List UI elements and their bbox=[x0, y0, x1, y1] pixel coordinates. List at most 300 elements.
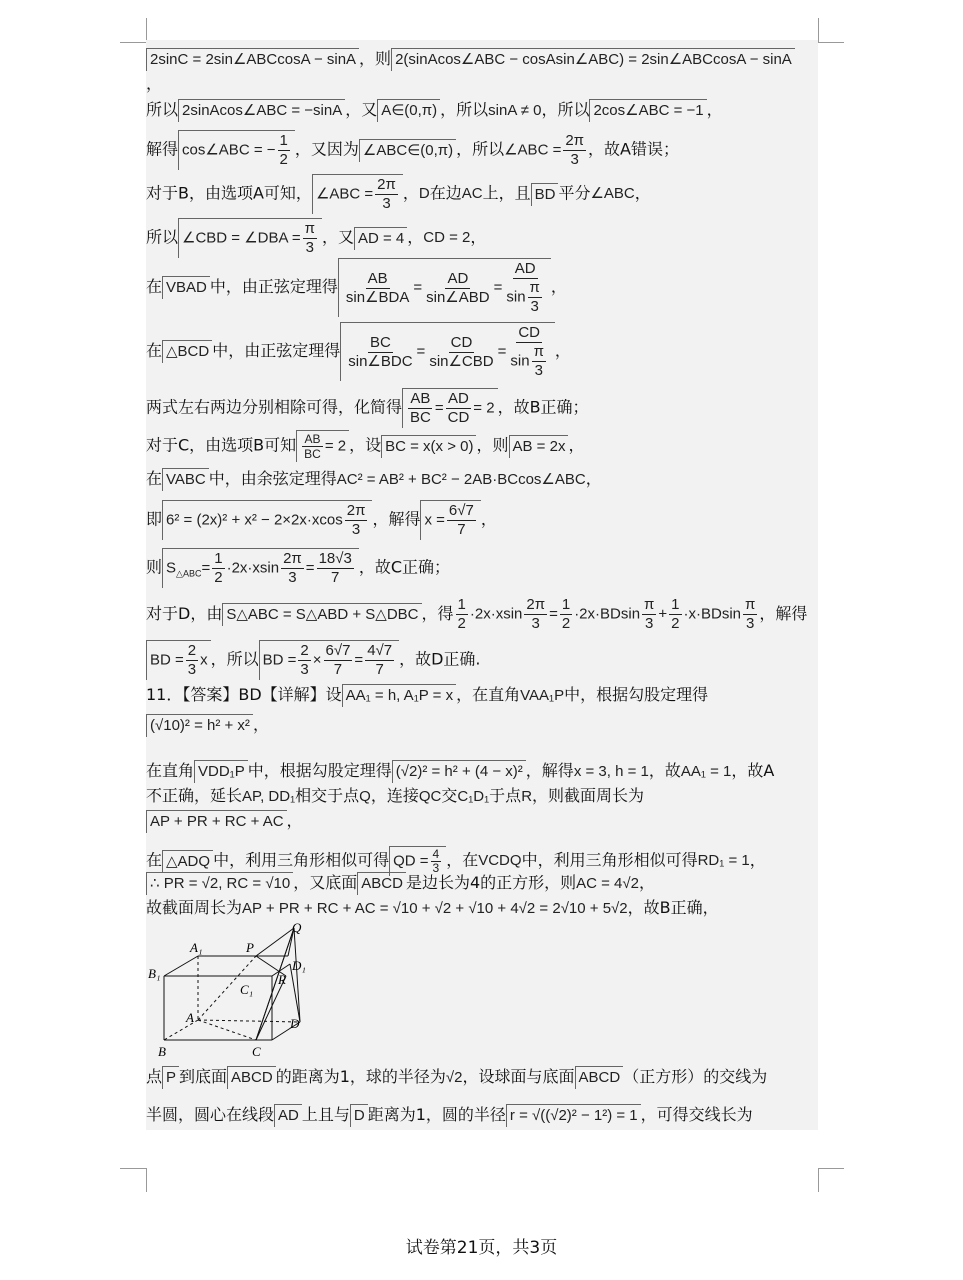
fraction bbox=[281, 550, 304, 587]
label-D: D bbox=[290, 1016, 300, 1031]
numerator: 2π bbox=[565, 131, 585, 149]
subscript: △ABC bbox=[176, 568, 202, 579]
text: 11．【答案】BD【详解】设 bbox=[146, 685, 342, 704]
math-text: x = bbox=[424, 511, 445, 529]
text-line bbox=[146, 468, 602, 491]
math: AC² = AB² + BC² − 2AB·BCcos∠ABC bbox=[336, 470, 586, 488]
text-line bbox=[146, 1104, 753, 1127]
text: ，则截面周长为 bbox=[532, 786, 645, 805]
text-line bbox=[146, 786, 644, 807]
text: ，可得交线长为 bbox=[640, 1105, 753, 1124]
denominator: 2 bbox=[561, 615, 571, 632]
denominator: 3 bbox=[351, 521, 361, 538]
text: ，设球面与底面 bbox=[462, 1067, 575, 1086]
math: AA₁ = h, A₁P = x bbox=[342, 684, 456, 707]
numerator: AD bbox=[514, 260, 536, 277]
denominator: 3 bbox=[531, 615, 540, 632]
text-line bbox=[146, 1066, 767, 1089]
text: ，则 bbox=[359, 49, 392, 68]
text: ，故A错误； bbox=[588, 139, 679, 159]
math: VAA₁P bbox=[520, 686, 565, 704]
fraction bbox=[408, 390, 433, 427]
text: 在直角 bbox=[146, 761, 195, 780]
math-text: ·x·BDsin bbox=[683, 605, 742, 623]
text: ，解得 bbox=[372, 509, 421, 529]
text: 交 bbox=[441, 786, 458, 805]
fraction bbox=[424, 270, 491, 307]
numerator: 2 bbox=[300, 642, 309, 659]
text-line bbox=[146, 548, 450, 588]
fraction bbox=[344, 270, 411, 307]
text-line bbox=[146, 218, 486, 258]
math: BD bbox=[531, 183, 559, 206]
text-line bbox=[146, 322, 571, 381]
math-text: x bbox=[200, 651, 208, 669]
denominator: 3 bbox=[534, 362, 543, 379]
math bbox=[338, 258, 551, 317]
math: (√2)² = h² + (4 − x)² bbox=[392, 760, 526, 783]
text-line bbox=[146, 258, 567, 317]
numerator: 4√7 bbox=[367, 642, 393, 659]
text: 在 bbox=[146, 850, 163, 870]
text: ，故B正确； bbox=[497, 397, 589, 417]
text: 所以 bbox=[146, 100, 179, 119]
text: 即 bbox=[146, 509, 163, 529]
text: ，设 bbox=[349, 435, 382, 455]
label-A: A bbox=[186, 1010, 194, 1025]
denominator: 7 bbox=[333, 661, 343, 678]
math: ABCD bbox=[575, 1066, 624, 1089]
text-line bbox=[146, 500, 497, 540]
text: 不正确，延长 bbox=[146, 786, 243, 805]
denominator: 3 bbox=[530, 298, 539, 315]
math bbox=[312, 174, 403, 214]
text: ，故A bbox=[731, 761, 775, 780]
fraction bbox=[431, 848, 442, 875]
fraction bbox=[669, 596, 681, 633]
math bbox=[259, 640, 399, 680]
math bbox=[162, 548, 359, 588]
denominator: 3 bbox=[305, 239, 314, 256]
numerator: 4 bbox=[432, 847, 440, 861]
text: 半圆，圆心在线段 bbox=[146, 1105, 275, 1124]
denominator bbox=[508, 343, 550, 380]
math: △BCD bbox=[162, 340, 212, 363]
fraction bbox=[427, 334, 495, 371]
text: ， bbox=[749, 850, 766, 870]
numerator: π bbox=[304, 220, 315, 237]
numerator: AB bbox=[304, 432, 321, 446]
text: ，得 bbox=[421, 604, 454, 623]
text: 中，由正弦定理得 bbox=[209, 277, 338, 296]
denominator: 3 bbox=[288, 569, 297, 586]
denominator: 3 bbox=[382, 195, 391, 212]
math: D bbox=[350, 1104, 368, 1127]
math bbox=[296, 430, 349, 462]
label-B: B bbox=[158, 1044, 166, 1059]
numerator: CD bbox=[450, 333, 473, 351]
text: ，故B正确， bbox=[627, 898, 719, 917]
fraction bbox=[504, 260, 546, 316]
math: (√10)² = h² + x² bbox=[146, 714, 253, 737]
math-text: ·2x·xsin bbox=[226, 559, 280, 577]
math bbox=[178, 130, 295, 170]
numerator: AB bbox=[410, 390, 431, 407]
page-footer: 试卷第21页，共3页 bbox=[405, 1238, 558, 1258]
fraction bbox=[298, 642, 310, 679]
text: 平分 bbox=[558, 183, 591, 203]
text: ， bbox=[638, 873, 655, 892]
math: VDD₁P bbox=[194, 760, 248, 783]
text: ，故 bbox=[648, 761, 681, 780]
text: 中，根据勾股定理得 bbox=[247, 761, 392, 780]
math: sinA ≠ 0 bbox=[488, 101, 542, 119]
fraction bbox=[186, 642, 198, 679]
numerator: π bbox=[644, 596, 655, 613]
numerator: 2π bbox=[377, 176, 396, 193]
text: 距离为1，圆的半径 bbox=[367, 1105, 506, 1124]
math: VABC bbox=[162, 468, 209, 491]
text: ，又 bbox=[321, 227, 354, 247]
math-text: 6² = (2x)² + x² − 2×2x·xcos bbox=[166, 511, 343, 529]
math: BC = x(x > 0) bbox=[381, 435, 476, 458]
denominator: BC bbox=[410, 409, 431, 426]
text: ， bbox=[407, 227, 424, 247]
fraction bbox=[302, 432, 323, 461]
text: ，则 bbox=[476, 435, 509, 455]
numerator: 18√3 bbox=[318, 550, 352, 567]
text: 中，利用三角形相似可得 bbox=[521, 850, 698, 870]
math: △ADQ bbox=[162, 850, 213, 873]
label-D1: D₁ bbox=[292, 958, 306, 973]
text: ，在直角 bbox=[456, 685, 521, 704]
text: ，所以 bbox=[210, 649, 259, 669]
text: 中，根据勾股定理得 bbox=[564, 685, 709, 704]
numerator: 2 bbox=[187, 642, 197, 659]
fraction bbox=[317, 550, 354, 587]
text-line bbox=[146, 714, 269, 737]
numerator: π bbox=[529, 279, 540, 296]
math: R bbox=[521, 787, 533, 805]
math: D bbox=[418, 185, 430, 202]
denominator: 7 bbox=[457, 521, 466, 538]
denominator: sin∠BDC bbox=[348, 352, 413, 370]
text: 故截面周长为 bbox=[146, 898, 243, 917]
math: ABCD bbox=[357, 872, 406, 895]
math-text: = bbox=[305, 559, 315, 577]
math-text: QD = bbox=[393, 852, 429, 870]
math: 2(sinAcos∠ABC − cosAsin∠ABC) = 2sin∠ABCcosA − sinA bbox=[391, 48, 795, 71]
text: 解得 bbox=[146, 139, 179, 159]
text: 是边长为4的正方形，则 bbox=[405, 873, 577, 892]
crop-mark bbox=[146, 1168, 147, 1192]
math bbox=[420, 500, 480, 540]
text: ， bbox=[252, 715, 269, 734]
text: ，连接 bbox=[370, 786, 419, 805]
crop-mark bbox=[818, 42, 844, 43]
math: $\frac{1}{2}$ ·2x·xsin $\frac{2\pi}{3}$ = $\frac{1}{2}$ ·2x·BDsin $\frac{\pi}{3}$ + $\frac{1}{2}$ ·x·BDsin $\frac{\pi}{3}$ bbox=[457, 596, 756, 632]
fraction bbox=[345, 502, 368, 539]
text: 对于D，由 bbox=[146, 604, 223, 623]
fraction bbox=[303, 220, 317, 257]
denominator: sin∠ABD bbox=[426, 288, 490, 306]
text: 则 bbox=[146, 557, 163, 577]
label-A1: A₁ bbox=[190, 940, 203, 955]
math-text: ∠ABC = bbox=[504, 140, 562, 158]
math: VCDQ bbox=[478, 852, 522, 869]
fraction bbox=[532, 343, 546, 380]
text: 的距离为1，球的半径为 bbox=[275, 1067, 446, 1086]
text-line bbox=[146, 48, 795, 71]
text-line bbox=[146, 872, 655, 895]
math-text: = bbox=[497, 342, 507, 360]
text: ，在 bbox=[446, 850, 479, 870]
text: ， bbox=[585, 469, 602, 488]
text: ， bbox=[286, 811, 303, 830]
numerator: 2π bbox=[283, 550, 302, 567]
math: AP + PR + RC + AC = √10 + √2 + √10 + 4√2 = 2√10 + 5√2 bbox=[242, 899, 628, 917]
math: AA₁ = 1 bbox=[680, 762, 732, 780]
math-text: = bbox=[549, 605, 558, 623]
math: P bbox=[162, 1066, 179, 1089]
math bbox=[162, 500, 372, 540]
fraction bbox=[212, 550, 224, 587]
math: 2sinAcos∠ABC = −sinA bbox=[178, 99, 345, 122]
math-text: cos∠ABC = − bbox=[182, 141, 276, 159]
denominator: CD bbox=[447, 409, 470, 426]
math-text: = bbox=[434, 399, 444, 417]
math: ABCD bbox=[227, 1066, 276, 1089]
math: AB = 2x bbox=[509, 435, 569, 458]
fraction bbox=[560, 596, 572, 633]
crop-mark bbox=[146, 18, 147, 42]
text: 在 bbox=[146, 277, 163, 296]
math: AC bbox=[461, 185, 483, 202]
denominator: 2 bbox=[214, 569, 223, 586]
fraction bbox=[528, 279, 542, 316]
label-C: C bbox=[252, 1044, 261, 1059]
numerator: CD bbox=[518, 324, 540, 341]
text: ， bbox=[480, 509, 497, 529]
numerator: π bbox=[533, 343, 544, 360]
text-line bbox=[146, 388, 589, 428]
math: x = 3, h = 1 bbox=[573, 762, 649, 780]
text-line bbox=[146, 684, 708, 707]
text: 到底面 bbox=[179, 1067, 228, 1086]
denominator: 3 bbox=[300, 661, 309, 678]
text: 上且与 bbox=[301, 1105, 350, 1124]
math-text: = bbox=[493, 278, 503, 296]
math-text: = bbox=[201, 559, 211, 577]
math: ∠ABC bbox=[590, 185, 635, 202]
text-line bbox=[146, 898, 719, 919]
fraction bbox=[743, 596, 757, 633]
crop-mark bbox=[818, 1168, 844, 1169]
numerator: 1 bbox=[671, 596, 680, 613]
text: ， bbox=[402, 183, 419, 203]
math: 2sinC = 2sin∠ABCcosA − sinA bbox=[146, 48, 359, 71]
crop-mark bbox=[818, 18, 819, 42]
text: ，又因为 bbox=[294, 139, 359, 159]
math-text: ∠ABC = bbox=[315, 185, 374, 203]
denominator: 3 bbox=[570, 150, 579, 168]
label-R: R bbox=[278, 972, 286, 987]
numerator: 6√7 bbox=[448, 502, 474, 519]
text-line bbox=[146, 99, 723, 122]
geometry-figure bbox=[146, 920, 316, 1060]
math: S△ABC = S△ABD + S△DBC bbox=[222, 603, 421, 626]
label-C1: C₁ bbox=[240, 982, 254, 997]
denominator: 7 bbox=[375, 661, 384, 678]
math: AC = 4√2 bbox=[576, 874, 639, 892]
text: ， bbox=[706, 100, 723, 119]
math: Q bbox=[359, 787, 371, 805]
text-line bbox=[146, 640, 481, 680]
text: 在 bbox=[146, 341, 163, 360]
math: CD = 2 bbox=[423, 229, 471, 246]
math bbox=[340, 322, 555, 381]
text: ， bbox=[554, 341, 571, 360]
text: （正方形）的交线为 bbox=[623, 1067, 768, 1086]
numerator: 1 bbox=[457, 596, 466, 613]
text-line bbox=[146, 74, 162, 94]
numerator: 1 bbox=[214, 550, 223, 567]
math: VBAD bbox=[162, 276, 210, 299]
text: 中，由正弦定理得 bbox=[212, 341, 341, 360]
math: r = √((√2)² − 1²) = 1 bbox=[506, 1104, 641, 1127]
text: ，所以 bbox=[456, 139, 505, 159]
fraction bbox=[447, 502, 476, 539]
fraction bbox=[324, 642, 353, 679]
text: 两式左右两边分别相除可得，化简得 bbox=[146, 397, 403, 417]
math-text: = bbox=[354, 651, 364, 669]
text: ，又 bbox=[345, 100, 378, 119]
text: 于点 bbox=[489, 786, 522, 805]
numerator: 6√7 bbox=[325, 642, 351, 659]
denominator: 3 bbox=[432, 861, 440, 875]
math-text: S bbox=[166, 559, 177, 577]
fraction bbox=[563, 132, 586, 169]
text-line bbox=[146, 130, 679, 170]
fraction bbox=[524, 596, 547, 633]
text: 对于C，由选项B可知 bbox=[146, 435, 297, 455]
math: √2 bbox=[445, 1068, 463, 1086]
text: 所以 bbox=[146, 227, 179, 247]
math-text: BD = bbox=[150, 651, 184, 669]
math-text: BD = bbox=[262, 651, 297, 669]
math bbox=[504, 132, 588, 169]
math: AP, DD₁ bbox=[242, 787, 296, 805]
numerator: 1 bbox=[561, 596, 571, 613]
math: RD₁ = 1 bbox=[697, 852, 750, 869]
math-text: sin bbox=[506, 288, 526, 306]
fraction bbox=[375, 176, 398, 213]
text-line bbox=[146, 174, 651, 214]
math bbox=[178, 218, 322, 258]
text: ， bbox=[470, 227, 487, 247]
denominator: 3 bbox=[187, 661, 197, 678]
math-text: = bbox=[416, 342, 426, 360]
text: ，又底面 bbox=[293, 873, 358, 892]
denominator: 2 bbox=[457, 615, 466, 632]
fraction bbox=[508, 324, 550, 380]
math: AD = 4 bbox=[354, 227, 407, 250]
text-line bbox=[146, 810, 303, 833]
denominator: 7 bbox=[331, 569, 340, 586]
math: ∴ PR = √2, RC = √10 bbox=[146, 872, 293, 895]
label-Q: Q bbox=[292, 920, 302, 935]
fraction bbox=[446, 390, 472, 427]
numerator: AD bbox=[447, 269, 469, 287]
denominator: 2 bbox=[279, 151, 288, 168]
math: AP + PR + RC + AC bbox=[146, 810, 287, 833]
math-text: ·2x·BDsin bbox=[574, 605, 641, 623]
numerator: AB bbox=[367, 269, 388, 287]
text: ，故C正确； bbox=[358, 557, 451, 577]
text: ，所以 bbox=[541, 100, 590, 119]
math-text: sin bbox=[510, 352, 530, 370]
text: ， bbox=[634, 183, 651, 203]
math bbox=[402, 388, 498, 428]
denominator: BC bbox=[304, 447, 321, 461]
text: ，所以 bbox=[440, 100, 489, 119]
math: 2cos∠ABC = −1 bbox=[589, 99, 706, 122]
math-text: ·2x·xsin bbox=[469, 605, 523, 623]
math-text: = bbox=[413, 278, 423, 296]
math-text: × bbox=[312, 651, 322, 669]
text: 上，且 bbox=[482, 183, 531, 203]
math: ∠ABC∈(0,π) bbox=[359, 139, 456, 162]
fraction bbox=[346, 334, 414, 371]
text: ，解得 bbox=[759, 604, 808, 623]
denominator bbox=[504, 279, 546, 316]
denominator: sin∠BDA bbox=[345, 288, 410, 306]
fraction bbox=[278, 132, 290, 169]
text: ， bbox=[550, 277, 567, 296]
text: ，故D正确. bbox=[399, 649, 481, 669]
text: ， bbox=[568, 435, 585, 455]
numerator: 2π bbox=[526, 596, 546, 613]
denominator: 3 bbox=[746, 615, 755, 632]
numerator: BC bbox=[369, 333, 391, 351]
math: A∈(0,π) bbox=[377, 99, 440, 122]
fraction bbox=[642, 596, 656, 633]
text: 中，利用三角形相似可得 bbox=[213, 850, 390, 870]
numerator: 2π bbox=[346, 502, 366, 519]
text: ， bbox=[146, 74, 163, 93]
denominator: 3 bbox=[645, 615, 654, 632]
numerator: π bbox=[745, 596, 756, 613]
fraction bbox=[365, 642, 394, 679]
text: 中，由余弦定理得 bbox=[208, 469, 337, 488]
math: C₁D₁ bbox=[457, 787, 490, 805]
math bbox=[146, 640, 211, 680]
text: 相交于点 bbox=[295, 786, 360, 805]
denominator: sin∠CBD bbox=[429, 352, 494, 370]
denominator: 2 bbox=[671, 615, 680, 632]
math-text: ∠CBD = ∠DBA = bbox=[182, 229, 301, 247]
crop-mark bbox=[818, 1168, 819, 1192]
text: ，解得 bbox=[525, 761, 574, 780]
text: 对于B，由选项A可知， bbox=[146, 183, 312, 203]
crop-mark bbox=[120, 1168, 146, 1169]
label-B1: B₁ bbox=[148, 966, 161, 981]
text-line bbox=[146, 596, 807, 633]
math: QC bbox=[418, 787, 442, 805]
crop-mark bbox=[120, 42, 146, 43]
fraction bbox=[456, 596, 468, 633]
text-line bbox=[146, 430, 584, 462]
